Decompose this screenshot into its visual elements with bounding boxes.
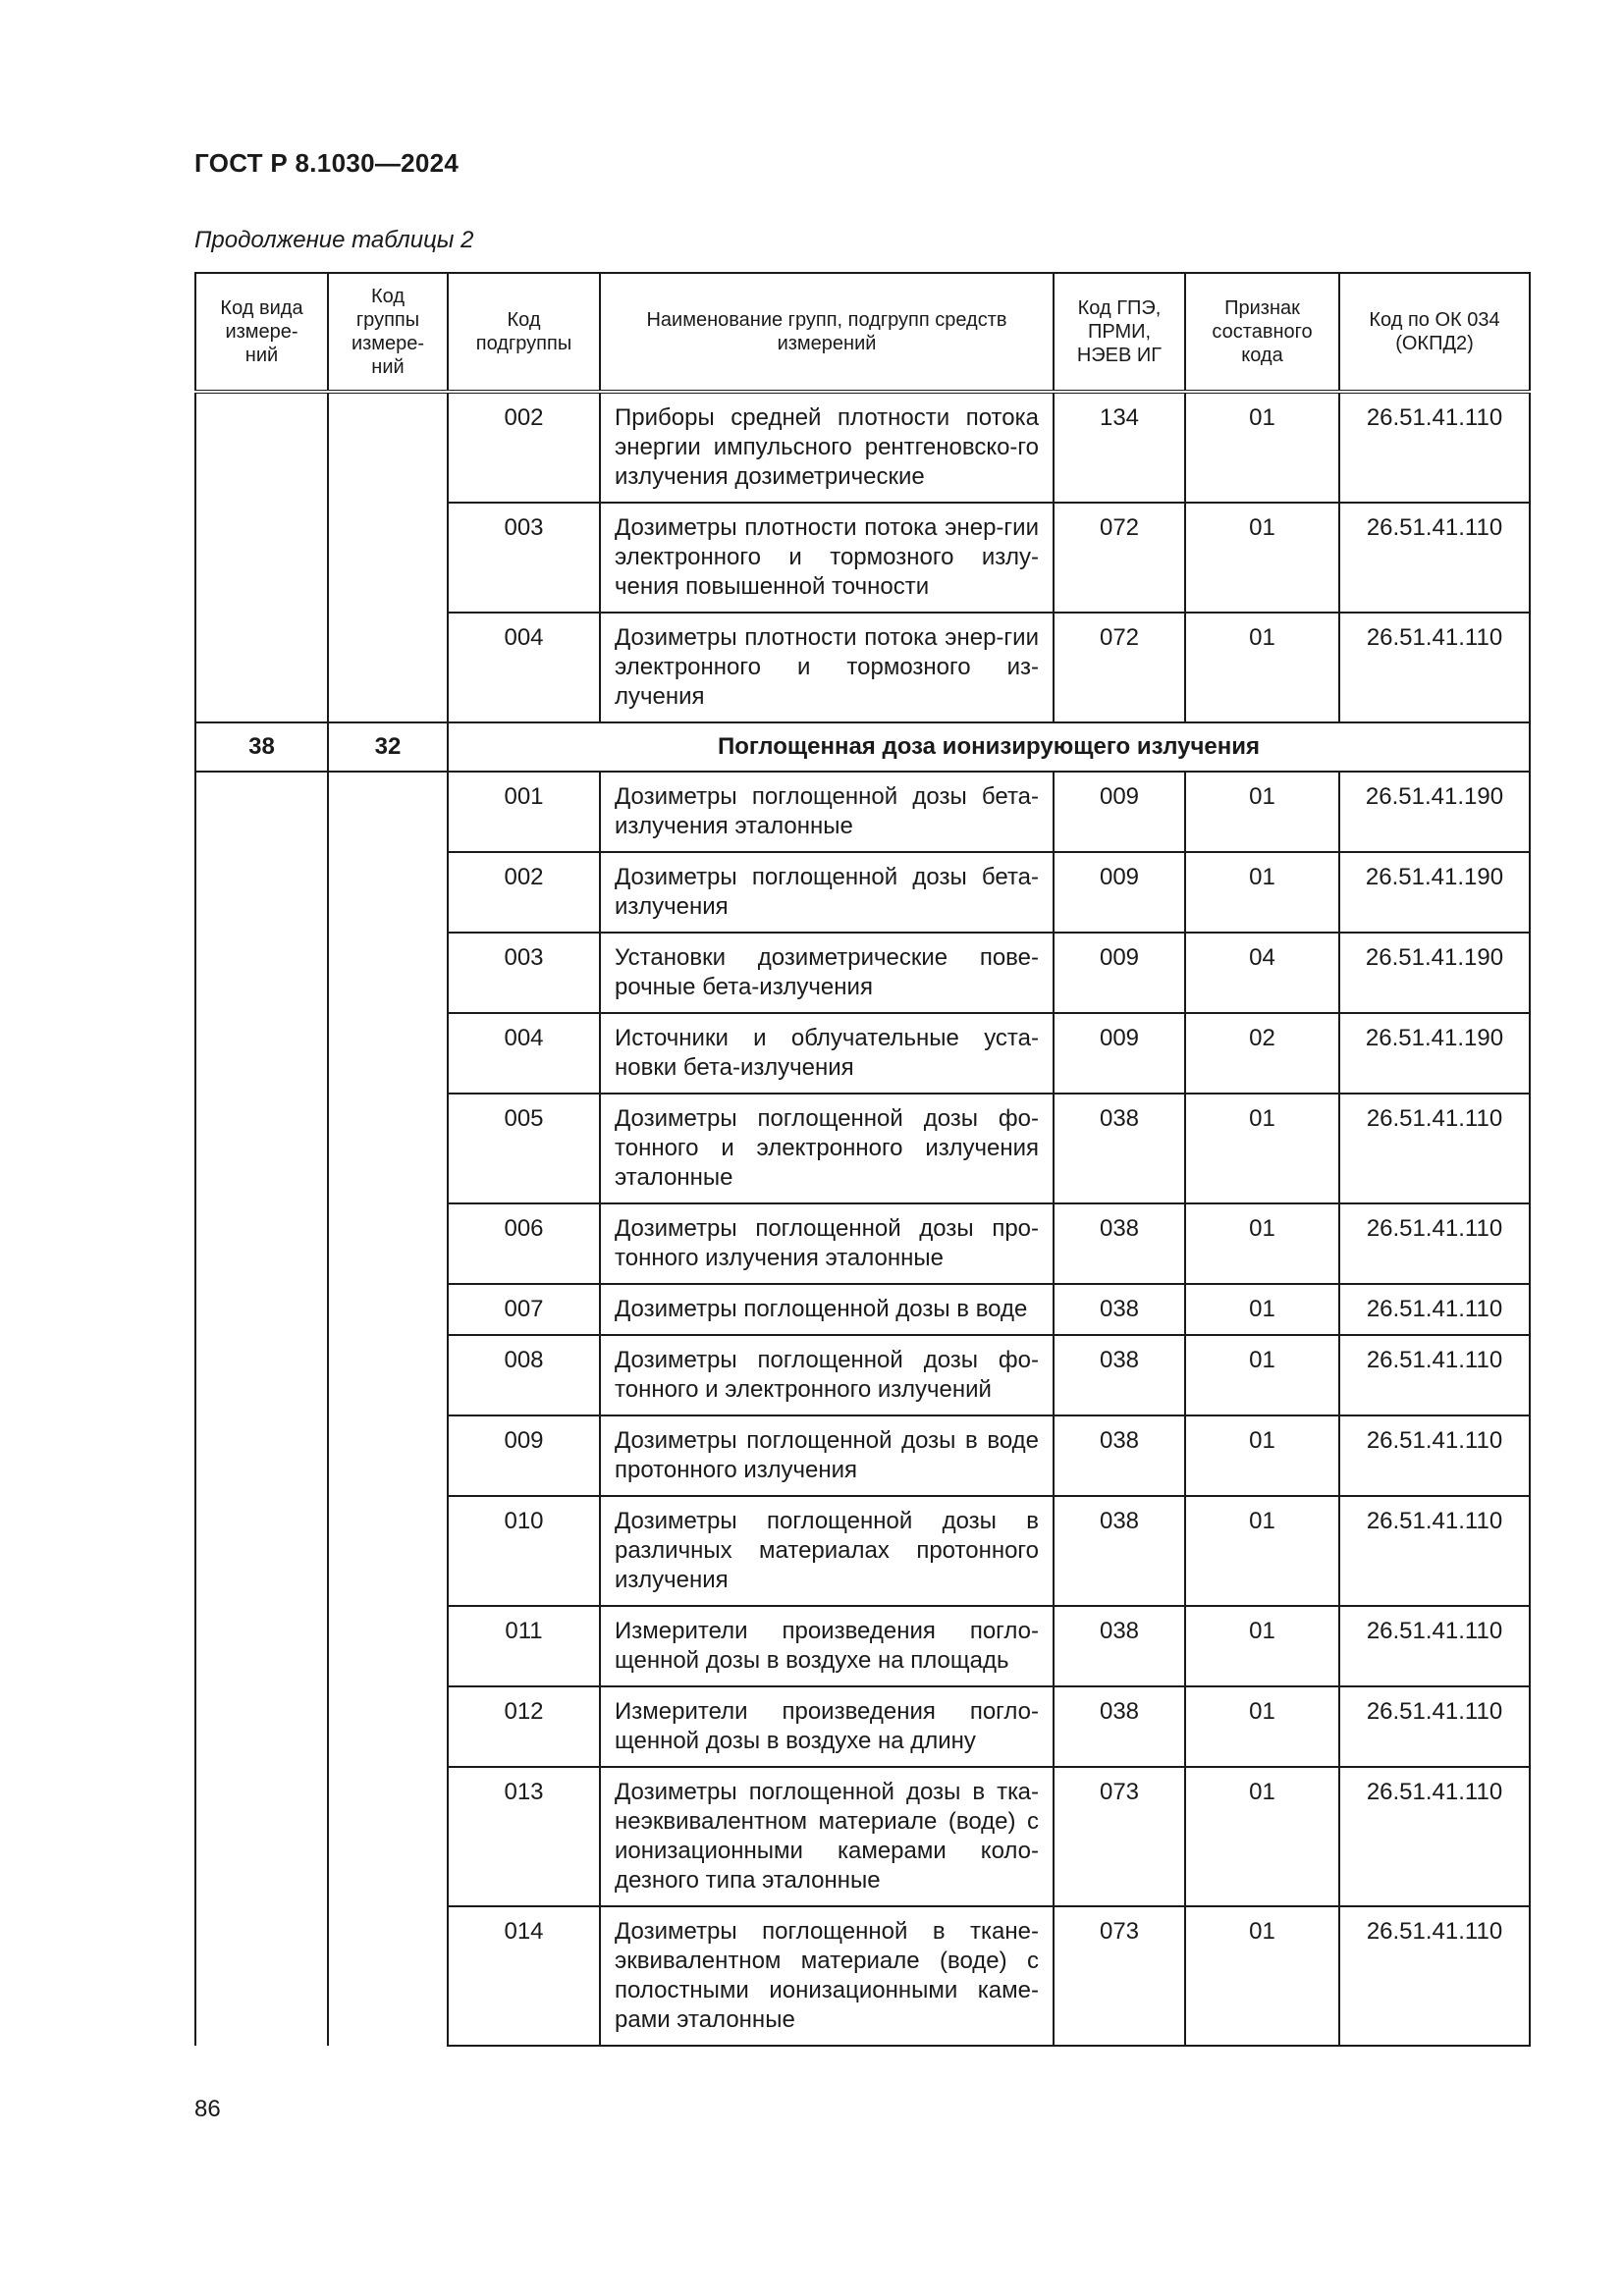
composite-sign: 01 xyxy=(1185,1415,1339,1496)
gpe-code: 038 xyxy=(1054,1686,1185,1767)
composite-sign: 01 xyxy=(1185,613,1339,722)
classification-table xyxy=(194,272,1531,2047)
subgroup-name: Дозиметры поглощенной дозы про-тонного излучения эталонные xyxy=(600,1203,1054,1284)
okpd-code: 26.51.41.190 xyxy=(1339,852,1530,933)
gpe-code: 072 xyxy=(1054,613,1185,722)
okpd-code: 26.51.41.190 xyxy=(1339,933,1530,1013)
okpd-code: 26.51.41.190 xyxy=(1339,1013,1530,1094)
okpd-code: 26.51.41.110 xyxy=(1339,392,1530,503)
composite-sign: 01 xyxy=(1185,1686,1339,1767)
empty-group-cell xyxy=(328,392,448,722)
gpe-code: 038 xyxy=(1054,1094,1185,1203)
group-row xyxy=(195,722,1530,772)
table-row xyxy=(195,772,1530,852)
col-header-okpd: Код по ОК 034 (ОКПД2) xyxy=(1339,273,1530,392)
subgroup-code: 003 xyxy=(448,933,600,1013)
gpe-code: 038 xyxy=(1054,1335,1185,1415)
subgroup-name: Установки дозиметрические пове-рочные бета-излучения xyxy=(600,933,1054,1013)
col-header-group: Код группы измере- ний xyxy=(328,273,448,392)
table-caption: Продолжение таблицы 2 xyxy=(194,227,474,253)
empty-group-cell xyxy=(328,772,448,2046)
okpd-code: 26.51.41.110 xyxy=(1339,1335,1530,1415)
gpe-code: 038 xyxy=(1054,1496,1185,1606)
subgroup-code: 002 xyxy=(448,852,600,933)
okpd-code: 26.51.41.110 xyxy=(1339,1767,1530,1906)
subgroup-name: Дозиметры поглощенной дозы в ткa-неэквивалентном материале (воде) с ионизационными камерами коло-дезного типа эталонные xyxy=(600,1767,1054,1906)
subgroup-code: 013 xyxy=(448,1767,600,1906)
okpd-code: 26.51.41.110 xyxy=(1339,1203,1530,1284)
col-header-kind: Код вида измере- ний xyxy=(195,273,328,392)
subgroup-code: 007 xyxy=(448,1284,600,1335)
subgroup-code: 011 xyxy=(448,1606,600,1686)
composite-sign: 01 xyxy=(1185,1335,1339,1415)
composite-sign: 01 xyxy=(1185,1606,1339,1686)
page-number: 86 xyxy=(194,2096,221,2122)
subgroup-name: Источники и облучательные уста-новки бета-излучения xyxy=(600,1013,1054,1094)
composite-sign: 01 xyxy=(1185,1094,1339,1203)
subgroup-code: 006 xyxy=(448,1203,600,1284)
subgroup-code: 014 xyxy=(448,1906,600,2046)
subgroup-name: Измерители произведения погло-щенной дозы в воздухе на площадь xyxy=(600,1606,1054,1686)
document-header: ГОСТ Р 8.1030—2024 xyxy=(194,148,460,178)
subgroup-name: Дозиметры поглощенной дозы фо-тонного и электронного излучения эталонные xyxy=(600,1094,1054,1203)
composite-sign: 02 xyxy=(1185,1013,1339,1094)
gpe-code: 038 xyxy=(1054,1606,1185,1686)
okpd-code: 26.51.41.190 xyxy=(1339,772,1530,852)
composite-sign: 01 xyxy=(1185,772,1339,852)
subgroup-code: 008 xyxy=(448,1335,600,1415)
col-header-sign: Признак составного кода xyxy=(1185,273,1339,392)
col-header-gpe: Код ГПЭ, ПРМИ, НЭЕВ ИГ xyxy=(1054,273,1185,392)
subgroup-name: Дозиметры поглощенной дозы в различных материалах протонного излучения xyxy=(600,1496,1054,1606)
subgroup-code: 002 xyxy=(448,392,600,503)
okpd-code: 26.51.41.110 xyxy=(1339,1284,1530,1335)
composite-sign: 01 xyxy=(1185,1767,1339,1906)
gpe-code: 038 xyxy=(1054,1203,1185,1284)
gpe-code: 009 xyxy=(1054,1013,1185,1094)
subgroup-name: Измерители произведения погло-щенной дозы в воздухе на длину xyxy=(600,1686,1054,1767)
gpe-code: 009 xyxy=(1054,772,1185,852)
group-kind-code: 38 xyxy=(195,722,328,772)
subgroup-name: Дозиметры плотности потока энер-гии электронного и тормозного из-лучения xyxy=(600,613,1054,722)
subgroup-code: 003 xyxy=(448,503,600,613)
subgroup-name: Дозиметры поглощенной в ткане-эквивалентном материале (воде) с полостными ионизационными каме-рами эталонные xyxy=(600,1906,1054,2046)
subgroup-code: 010 xyxy=(448,1496,600,1606)
empty-kind-cell xyxy=(195,772,328,2046)
subgroup-name: Дозиметры поглощенной дозы бета-излучения xyxy=(600,852,1054,933)
composite-sign: 01 xyxy=(1185,1284,1339,1335)
subgroup-name: Дозиметры поглощенной дозы в воде xyxy=(600,1284,1054,1335)
composite-sign: 01 xyxy=(1185,852,1339,933)
okpd-code: 26.51.41.110 xyxy=(1339,1686,1530,1767)
gpe-code: 009 xyxy=(1054,933,1185,1013)
group-code: 32 xyxy=(328,722,448,772)
subgroup-name: Дозиметры поглощенной дозы в воде протонного излучения xyxy=(600,1415,1054,1496)
subgroup-code: 009 xyxy=(448,1415,600,1496)
col-header-subgroup: Код подгруппы xyxy=(448,273,600,392)
table-body xyxy=(195,392,1530,2046)
gpe-code: 072 xyxy=(1054,503,1185,613)
subgroup-name: Дозиметры поглощенной дозы бета-излучения эталонные xyxy=(600,772,1054,852)
subgroup-code: 005 xyxy=(448,1094,600,1203)
table-container xyxy=(194,272,1529,2047)
subgroup-code: 004 xyxy=(448,613,600,722)
okpd-code: 26.51.41.110 xyxy=(1339,1496,1530,1606)
subgroup-code: 001 xyxy=(448,772,600,852)
gpe-code: 073 xyxy=(1054,1767,1185,1906)
okpd-code: 26.51.41.110 xyxy=(1339,1906,1530,2046)
composite-sign: 01 xyxy=(1185,392,1339,503)
okpd-code: 26.51.41.110 xyxy=(1339,1606,1530,1686)
subgroup-name: Дозиметры поглощенной дозы фо-тонного и электронного излучений xyxy=(600,1335,1054,1415)
subgroup-name: Приборы средней плотности потока энергии импульсного рентгеновско-го излучения дозиметрические xyxy=(600,392,1054,503)
composite-sign: 01 xyxy=(1185,1906,1339,2046)
subgroup-name: Дозиметры плотности потока энер-гии электронного и тормозного излу-чения повышенной точности xyxy=(600,503,1054,613)
subgroup-code: 012 xyxy=(448,1686,600,1767)
composite-sign: 01 xyxy=(1185,1496,1339,1606)
okpd-code: 26.51.41.110 xyxy=(1339,613,1530,722)
composite-sign: 04 xyxy=(1185,933,1339,1013)
table-row xyxy=(195,392,1530,503)
gpe-code: 073 xyxy=(1054,1906,1185,2046)
okpd-code: 26.51.41.110 xyxy=(1339,1415,1530,1496)
composite-sign: 01 xyxy=(1185,1203,1339,1284)
gpe-code: 009 xyxy=(1054,852,1185,933)
gpe-code: 038 xyxy=(1054,1284,1185,1335)
composite-sign: 01 xyxy=(1185,503,1339,613)
table-header-row xyxy=(195,273,1530,392)
empty-kind-cell xyxy=(195,392,328,722)
okpd-code: 26.51.41.110 xyxy=(1339,1094,1530,1203)
subgroup-code: 004 xyxy=(448,1013,600,1094)
gpe-code: 134 xyxy=(1054,392,1185,503)
okpd-code: 26.51.41.110 xyxy=(1339,503,1530,613)
group-title: Поглощенная доза ионизирующего излучения xyxy=(448,722,1530,772)
gpe-code: 038 xyxy=(1054,1415,1185,1496)
col-header-name: Наименование групп, подгрупп средств измерений xyxy=(600,273,1054,392)
